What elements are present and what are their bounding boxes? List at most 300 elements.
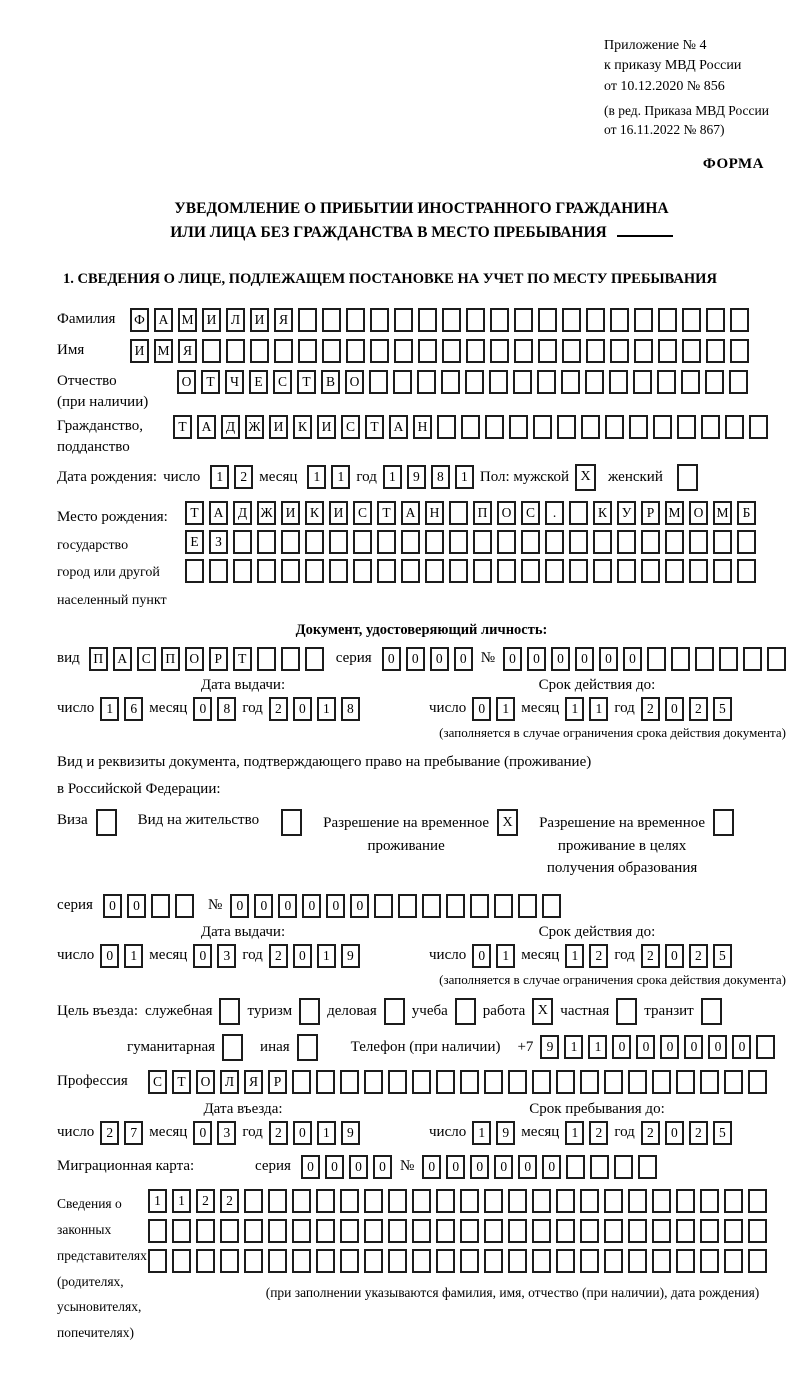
char-box[interactable]: Я (178, 339, 197, 363)
char-box[interactable] (494, 894, 513, 918)
char-box[interactable] (518, 894, 537, 918)
char-box[interactable] (585, 370, 604, 394)
char-box[interactable] (580, 1249, 599, 1273)
char-box[interactable] (369, 370, 388, 394)
char-box[interactable] (281, 530, 300, 554)
char-box[interactable] (737, 530, 756, 554)
char-box[interactable] (681, 370, 700, 394)
char-box[interactable]: О (345, 370, 364, 394)
char-box[interactable] (394, 308, 413, 332)
char-box[interactable] (442, 308, 461, 332)
profession-boxes[interactable] (148, 1070, 767, 1094)
char-box[interactable]: 9 (540, 1035, 559, 1059)
char-box[interactable]: С (148, 1070, 167, 1094)
char-box[interactable] (586, 339, 605, 363)
char-box[interactable]: К (305, 501, 324, 525)
char-box[interactable] (185, 559, 204, 583)
char-box[interactable] (593, 530, 612, 554)
char-box[interactable] (346, 339, 365, 363)
char-box[interactable] (509, 415, 528, 439)
char-box[interactable]: 0 (127, 894, 146, 918)
char-box[interactable] (497, 559, 516, 583)
char-box[interactable]: 5 (713, 944, 732, 968)
char-box[interactable] (652, 1070, 671, 1094)
checkbox-cell[interactable] (96, 809, 117, 836)
checkbox-cell[interactable] (713, 809, 734, 836)
until-year-boxes[interactable] (641, 1121, 732, 1145)
char-box[interactable] (633, 370, 652, 394)
char-box[interactable] (653, 415, 672, 439)
char-box[interactable]: 0 (503, 647, 522, 671)
char-box[interactable] (590, 1155, 609, 1179)
char-box[interactable] (508, 1189, 527, 1213)
doc-series-boxes[interactable] (382, 647, 473, 671)
char-box[interactable] (508, 1070, 527, 1094)
char-box[interactable]: О (196, 1070, 215, 1094)
char-box[interactable] (569, 559, 588, 583)
char-box[interactable] (700, 1249, 719, 1273)
char-box[interactable] (322, 339, 341, 363)
char-box[interactable] (490, 308, 509, 332)
char-box[interactable] (449, 501, 468, 525)
char-box[interactable]: Т (233, 647, 252, 671)
char-box[interactable] (196, 1219, 215, 1243)
birth-month-boxes[interactable] (307, 465, 350, 489)
char-box[interactable]: 0 (350, 894, 369, 918)
char-box[interactable]: Н (425, 501, 444, 525)
char-box[interactable] (412, 1249, 431, 1273)
edu-permit-checkbox[interactable] (713, 809, 734, 836)
char-box[interactable] (422, 894, 441, 918)
char-box[interactable] (388, 1249, 407, 1273)
char-box[interactable] (412, 1070, 431, 1094)
char-box[interactable]: 0 (665, 944, 684, 968)
char-box[interactable] (676, 1249, 695, 1273)
char-box[interactable] (268, 1219, 287, 1243)
char-box[interactable]: 1 (496, 697, 515, 721)
char-box[interactable] (658, 339, 677, 363)
char-box[interactable]: Ж (257, 501, 276, 525)
char-box[interactable] (566, 1155, 585, 1179)
char-box[interactable]: С (273, 370, 292, 394)
char-box[interactable] (533, 415, 552, 439)
char-box[interactable] (370, 308, 389, 332)
char-box[interactable]: 0 (665, 1121, 684, 1145)
char-box[interactable] (490, 339, 509, 363)
char-box[interactable] (473, 530, 492, 554)
char-box[interactable]: М (665, 501, 684, 525)
char-box[interactable]: 1 (565, 1121, 584, 1145)
char-box[interactable]: В (321, 370, 340, 394)
char-box[interactable]: И (269, 415, 288, 439)
char-box[interactable]: О (497, 501, 516, 525)
char-box[interactable]: 6 (124, 697, 143, 721)
char-box[interactable]: И (281, 501, 300, 525)
char-box[interactable] (545, 530, 564, 554)
char-box[interactable]: И (317, 415, 336, 439)
char-box[interactable]: 0 (599, 647, 618, 671)
char-box[interactable]: А (209, 501, 228, 525)
sex-female-checkbox[interactable] (677, 464, 698, 491)
char-box[interactable]: . (545, 501, 564, 525)
entry-year-boxes[interactable] (269, 1121, 360, 1145)
char-box[interactable] (473, 559, 492, 583)
residence-expiry-day-boxes[interactable] (472, 944, 515, 968)
char-box[interactable]: 1 (564, 1035, 583, 1059)
purpose-transit-checkbox[interactable] (701, 998, 722, 1025)
char-box[interactable] (756, 1035, 775, 1059)
char-box[interactable] (398, 894, 417, 918)
char-box[interactable] (593, 559, 612, 583)
char-box[interactable]: З (209, 530, 228, 554)
char-box[interactable] (460, 1189, 479, 1213)
char-box[interactable] (628, 1189, 647, 1213)
migration-series-boxes[interactable] (301, 1155, 392, 1179)
char-box[interactable] (281, 647, 300, 671)
char-box[interactable]: М (713, 501, 732, 525)
char-box[interactable] (605, 415, 624, 439)
until-day-boxes[interactable] (472, 1121, 515, 1145)
char-box[interactable]: 0 (278, 894, 297, 918)
char-box[interactable] (364, 1070, 383, 1094)
char-box[interactable] (257, 530, 276, 554)
char-box[interactable] (244, 1189, 263, 1213)
identity-expiry-day-boxes[interactable] (472, 697, 515, 721)
char-box[interactable] (724, 1219, 743, 1243)
char-box[interactable] (298, 339, 317, 363)
char-box[interactable] (604, 1189, 623, 1213)
char-box[interactable] (556, 1189, 575, 1213)
char-box[interactable] (676, 1189, 695, 1213)
char-box[interactable]: 1 (210, 465, 229, 489)
char-box[interactable] (665, 530, 684, 554)
char-box[interactable] (442, 339, 461, 363)
residence-number-boxes[interactable] (230, 894, 561, 918)
char-box[interactable]: Ж (245, 415, 264, 439)
char-box[interactable] (730, 339, 749, 363)
char-box[interactable] (418, 308, 437, 332)
char-box[interactable] (470, 894, 489, 918)
char-box[interactable]: О (689, 501, 708, 525)
char-box[interactable]: 2 (589, 944, 608, 968)
char-box[interactable]: М (178, 308, 197, 332)
char-box[interactable] (388, 1219, 407, 1243)
char-box[interactable] (257, 559, 276, 583)
char-box[interactable] (353, 530, 372, 554)
checkbox-cell[interactable] (281, 809, 302, 836)
char-box[interactable]: А (401, 501, 420, 525)
char-box[interactable]: Т (377, 501, 396, 525)
char-box[interactable]: 0 (665, 697, 684, 721)
char-box[interactable] (436, 1219, 455, 1243)
char-box[interactable] (364, 1249, 383, 1273)
char-box[interactable]: Т (185, 501, 204, 525)
checkbox-cell[interactable] (616, 998, 637, 1025)
char-box[interactable] (257, 647, 276, 671)
char-box[interactable] (724, 1249, 743, 1273)
char-box[interactable]: 0 (518, 1155, 537, 1179)
char-box[interactable] (638, 1155, 657, 1179)
char-box[interactable]: 8 (217, 697, 236, 721)
char-box[interactable]: 3 (217, 944, 236, 968)
residence-issue-month-boxes[interactable] (193, 944, 236, 968)
char-box[interactable] (209, 559, 228, 583)
char-box[interactable]: Т (297, 370, 316, 394)
char-box[interactable] (316, 1189, 335, 1213)
char-box[interactable] (676, 1070, 695, 1094)
char-box[interactable] (268, 1189, 287, 1213)
char-box[interactable]: 0 (472, 944, 491, 968)
char-box[interactable]: Р (209, 647, 228, 671)
char-box[interactable] (233, 559, 252, 583)
char-box[interactable] (340, 1070, 359, 1094)
char-box[interactable] (586, 308, 605, 332)
char-box[interactable]: О (177, 370, 196, 394)
char-box[interactable]: 0 (446, 1155, 465, 1179)
char-box[interactable]: 2 (589, 1121, 608, 1145)
char-box[interactable]: Е (185, 530, 204, 554)
char-box[interactable] (172, 1249, 191, 1273)
identity-expiry-year-boxes[interactable] (641, 697, 732, 721)
char-box[interactable]: 0 (708, 1035, 727, 1059)
char-box[interactable] (724, 1070, 743, 1094)
char-box[interactable] (364, 1219, 383, 1243)
char-box[interactable]: А (113, 647, 132, 671)
char-box[interactable]: Т (365, 415, 384, 439)
char-box[interactable] (508, 1249, 527, 1273)
char-box[interactable]: Ф (130, 308, 149, 332)
char-box[interactable] (514, 308, 533, 332)
char-box[interactable]: 0 (470, 1155, 489, 1179)
char-box[interactable] (394, 339, 413, 363)
char-box[interactable] (538, 339, 557, 363)
char-box[interactable] (617, 559, 636, 583)
char-box[interactable] (725, 415, 744, 439)
char-box[interactable]: И (250, 308, 269, 332)
char-box[interactable]: 0 (293, 944, 312, 968)
char-box[interactable] (316, 1219, 335, 1243)
purpose-work-checkbox[interactable] (532, 998, 553, 1025)
phone-boxes[interactable] (540, 1035, 775, 1059)
char-box[interactable]: Я (274, 308, 293, 332)
char-box[interactable]: 0 (302, 894, 321, 918)
char-box[interactable] (748, 1070, 767, 1094)
char-box[interactable]: 7 (124, 1121, 143, 1145)
char-box[interactable] (532, 1070, 551, 1094)
char-box[interactable] (340, 1249, 359, 1273)
doc-number-boxes[interactable] (503, 647, 786, 671)
char-box[interactable] (532, 1189, 551, 1213)
char-box[interactable]: 0 (527, 647, 546, 671)
entry-month-boxes[interactable] (193, 1121, 236, 1145)
char-box[interactable]: Я (244, 1070, 263, 1094)
char-box[interactable] (537, 370, 556, 394)
char-box[interactable] (388, 1189, 407, 1213)
char-box[interactable] (449, 559, 468, 583)
char-box[interactable]: 9 (407, 465, 426, 489)
char-box[interactable] (556, 1249, 575, 1273)
char-box[interactable]: 2 (234, 465, 253, 489)
char-box[interactable] (652, 1219, 671, 1243)
char-box[interactable] (305, 647, 324, 671)
char-box[interactable] (695, 647, 714, 671)
char-box[interactable]: Б (737, 501, 756, 525)
char-box[interactable] (767, 647, 786, 671)
char-box[interactable]: 0 (373, 1155, 392, 1179)
char-box[interactable]: Л (226, 308, 245, 332)
char-box[interactable] (604, 1249, 623, 1273)
representatives-row2-boxes[interactable] (148, 1219, 767, 1243)
char-box[interactable]: 1 (496, 944, 515, 968)
char-box[interactable] (364, 1189, 383, 1213)
char-box[interactable] (196, 1249, 215, 1273)
char-box[interactable] (489, 370, 508, 394)
char-box[interactable] (700, 1189, 719, 1213)
char-box[interactable] (172, 1219, 191, 1243)
char-box[interactable]: С (137, 647, 156, 671)
char-box[interactable] (521, 559, 540, 583)
char-box[interactable] (628, 1070, 647, 1094)
char-box[interactable]: 1 (565, 697, 584, 721)
char-box[interactable] (521, 530, 540, 554)
char-box[interactable] (671, 647, 690, 671)
char-box[interactable] (562, 308, 581, 332)
char-box[interactable] (401, 559, 420, 583)
residence-expiry-year-boxes[interactable] (641, 944, 732, 968)
char-box[interactable] (281, 559, 300, 583)
char-box[interactable]: 2 (689, 944, 708, 968)
birth-year-boxes[interactable] (383, 465, 474, 489)
char-box[interactable]: 9 (341, 944, 360, 968)
char-box[interactable] (202, 339, 221, 363)
char-box[interactable]: М (154, 339, 173, 363)
char-box[interactable] (460, 1070, 479, 1094)
char-box[interactable]: 1 (148, 1189, 167, 1213)
char-box[interactable] (374, 894, 393, 918)
char-box[interactable] (569, 501, 588, 525)
surname-boxes[interactable] (130, 308, 749, 332)
char-box[interactable] (634, 308, 653, 332)
char-box[interactable] (412, 1219, 431, 1243)
char-box[interactable] (538, 308, 557, 332)
representatives-row3-boxes[interactable] (148, 1249, 767, 1273)
char-box[interactable] (418, 339, 437, 363)
char-box[interactable]: 0 (301, 1155, 320, 1179)
purpose-study-checkbox[interactable] (455, 998, 476, 1025)
char-box[interactable]: 0 (193, 944, 212, 968)
char-box[interactable] (743, 647, 762, 671)
char-box[interactable] (580, 1070, 599, 1094)
char-box[interactable] (706, 339, 725, 363)
char-box[interactable]: 0 (293, 1121, 312, 1145)
char-box[interactable] (641, 559, 660, 583)
char-box[interactable] (665, 559, 684, 583)
char-box[interactable]: А (197, 415, 216, 439)
doc-kind-boxes[interactable] (89, 647, 324, 671)
char-box[interactable] (628, 1219, 647, 1243)
char-box[interactable] (233, 530, 252, 554)
char-box[interactable]: К (293, 415, 312, 439)
char-box[interactable] (292, 1219, 311, 1243)
char-box[interactable] (305, 530, 324, 554)
char-box[interactable]: 1 (589, 697, 608, 721)
char-box[interactable]: И (202, 308, 221, 332)
checkbox-cell[interactable] (299, 998, 320, 1025)
char-box[interactable] (629, 415, 648, 439)
birth-place-row3-boxes[interactable] (185, 559, 756, 583)
char-box[interactable] (532, 1219, 551, 1243)
char-box[interactable]: Д (233, 501, 252, 525)
char-box[interactable]: 0 (193, 1121, 212, 1145)
char-box[interactable]: 0 (100, 944, 119, 968)
birth-place-row1-boxes[interactable] (185, 501, 756, 525)
char-box[interactable] (689, 559, 708, 583)
checkbox-cell[interactable]: X (532, 998, 553, 1025)
char-box[interactable] (700, 1070, 719, 1094)
birth-day-boxes[interactable] (210, 465, 253, 489)
char-box[interactable] (724, 1189, 743, 1213)
char-box[interactable] (532, 1249, 551, 1273)
residence-expiry-month-boxes[interactable] (565, 944, 608, 968)
char-box[interactable]: К (593, 501, 612, 525)
char-box[interactable] (322, 308, 341, 332)
char-box[interactable] (340, 1219, 359, 1243)
char-box[interactable]: 8 (431, 465, 450, 489)
char-box[interactable]: 2 (269, 944, 288, 968)
char-box[interactable] (466, 308, 485, 332)
char-box[interactable] (508, 1219, 527, 1243)
char-box[interactable]: 1 (317, 944, 336, 968)
char-box[interactable] (748, 1219, 767, 1243)
until-month-boxes[interactable] (565, 1121, 608, 1145)
char-box[interactable] (388, 1070, 407, 1094)
char-box[interactable]: 1 (307, 465, 326, 489)
char-box[interactable]: Е (249, 370, 268, 394)
char-box[interactable]: С (353, 501, 372, 525)
char-box[interactable] (151, 894, 170, 918)
char-box[interactable] (682, 339, 701, 363)
char-box[interactable] (460, 1249, 479, 1273)
char-box[interactable]: Ч (225, 370, 244, 394)
char-box[interactable]: Р (641, 501, 660, 525)
char-box[interactable] (641, 530, 660, 554)
char-box[interactable]: 0 (103, 894, 122, 918)
char-box[interactable] (148, 1219, 167, 1243)
entry-day-boxes[interactable] (100, 1121, 143, 1145)
char-box[interactable]: И (130, 339, 149, 363)
citizenship-boxes[interactable] (173, 415, 768, 439)
migration-number-boxes[interactable] (422, 1155, 657, 1179)
char-box[interactable] (220, 1219, 239, 1243)
char-box[interactable] (604, 1070, 623, 1094)
checkbox-cell[interactable]: X (575, 464, 596, 491)
char-box[interactable]: И (329, 501, 348, 525)
char-box[interactable]: 1 (100, 697, 119, 721)
char-box[interactable]: 2 (641, 1121, 660, 1145)
char-box[interactable]: 0 (193, 697, 212, 721)
char-box[interactable]: 8 (341, 697, 360, 721)
char-box[interactable] (676, 1219, 695, 1243)
char-box[interactable] (657, 370, 676, 394)
patronymic-boxes[interactable] (177, 370, 748, 394)
char-box[interactable] (436, 1070, 455, 1094)
char-box[interactable]: 1 (172, 1189, 191, 1213)
residence-series-boxes[interactable] (103, 894, 194, 918)
char-box[interactable]: 1 (317, 1121, 336, 1145)
char-box[interactable] (647, 647, 666, 671)
char-box[interactable] (497, 530, 516, 554)
char-box[interactable] (556, 1219, 575, 1243)
